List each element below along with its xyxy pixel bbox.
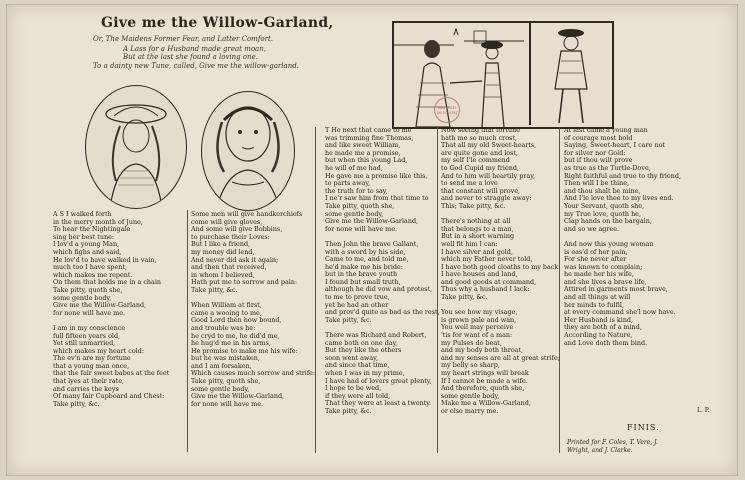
author-initials: L. P. xyxy=(697,407,710,414)
ballad-subtitle-1: Or, The Maidens Former Fear, and Latter Comfort. xyxy=(93,35,273,43)
ballad-title: Give me the Willow-Garland, xyxy=(101,15,334,31)
portrait-man-woodcut xyxy=(85,85,187,209)
finis-mark: FINIS. xyxy=(627,423,660,432)
ballad-tune-line: To a dainty new Tune, called, Give me the willow-garland. xyxy=(93,62,299,70)
broadside-sheet xyxy=(6,4,738,476)
ballad-subtitle-3: But at the last she found a loving one. xyxy=(123,53,258,61)
ballad-subtitle-2: A Lass for a Husband made great moan, xyxy=(123,45,266,53)
woodcut-standing-man xyxy=(529,23,611,125)
verse-column-2: Some men will give handkerchiefs come will give gloves, And some will give Bobbins, to purchase their Loves: But I like a friend, my money did lend, And never did ask it again; and then that received, in whom I believed, Hath put me to sorrow and pain: Take pitty, &c. When William at first, came a wooing to me, Good Lord then how bound, and trouble was he: he cryd to me, he did'd me, he hug'd me in his arms, He promise to make me his wife: but he was mistaken, and I am forsaken, Which causes much sorrow and strife: Take pitty, quoth she, some gentle body, Give me the Willow-Garland, for none will have me. xyxy=(191,210,316,408)
printer-colophon: Printed for F. Coles, T. Vere, J. Wright, and J. Clarke. xyxy=(567,439,658,454)
verse-column-1: A S I walked forth in the merry month of June, To hear the Nightingale sing her best tune: I lov'd a young Man, which fighs and said, He lov'd to have walked in vain, much too I have spent, which makes me repent. On them that holds me in a chain Take pitty, quoth she, some gentle body, Give me the Willow-Garland, for none will have me. I am in my conscience full fifteen years old, Yet still unmarried, which makes my heart cold: The ev'n are my fortune that a young man once, that the fair sweet babes at the feet that lyes at their rate, and carries the keys Of many fair Cupboard and Chest: Take pitty, &c. xyxy=(53,210,170,408)
verse-column-5: At last came a young man of courage most bold Saying, Sweet-heart, I care not for silver nor Gold: but if thou wilt prove as true as the Turtle-Dove, Right faithful and true to thy friend, Then will I be thine, and thou shalt be mine, And I'le love thee to my lives end. Your Servant, quoth she, my True love, quoth he, Clap hands on the bargain, and so we agree. And now this young woman is eas'd of her pain, For she never after was known to complain; he made her his wife, and she lives a brave life, Attired in garments most brave, and all things at will her minds to fulfil, at every command she'l now have. Her Husband is kind, they are both of a mind, According to Nature, and Love doth them bind. xyxy=(564,126,681,347)
portrait-woman-woodcut xyxy=(201,91,295,211)
verse-column-3: T He next that came to me was trimming fine Thomas, and like sweet William, he made me a promise, but when this young Lad, he will of me had, He gave me a promise like this, to parts away, the truth for to say, I ne'r saw him from that time to Take pitty, quoth she, some gentle body, Give me the Willow-Garland, for none will have me. Then John the brave Gallant, with a sword by his side, Came to me, and told me, he'd make me his bride: but in the brave youth I found but small truth, although he did vow and protest, to me to prove true, yet he had an other and prov'd quite as bad as the rest, Take pitty, &c. There was Richard and Robert, came both on one day, But they like the others soon went away, and since that time, when I was in my prime, I have had of lovers great plenty, I hope to be wed, if they were all told, That they were at least a twenty. Take pitty, &c. xyxy=(325,126,440,415)
verse-column-4: Now seeing that fortune hath me so much crost, That all my old Sweet-hearts, are quite gone and lost, my self I'le commend to God Cupid my friend, And to him will heartily pray, to send me a love that constant will prove, and never to straggle away: This; Take pitty, &c. There's nothing at all that belongs to a man, But in a short warning well fit him I can: I have silver and gold, which my Father never told, I have both good cloaths to my back I have houses and land, and good goods at command, Thus why a husband I lack: Take pitty, &c. You see how my visage, is grown pale and wan, You well may perceive 'tis for want of a man: my Pulses do beat, and my body both throat, and my senses are all at great strife; my belly so sharp, my heart strings will break If I cannot be made a wife. And therefore, quoth she, some gentle body, Make me a Willow-Garland, or else marry me. xyxy=(441,126,560,415)
stamp-text: BRITISH MUSEUM xyxy=(436,105,458,115)
column-rule xyxy=(187,210,188,452)
library-stamp xyxy=(434,97,460,123)
